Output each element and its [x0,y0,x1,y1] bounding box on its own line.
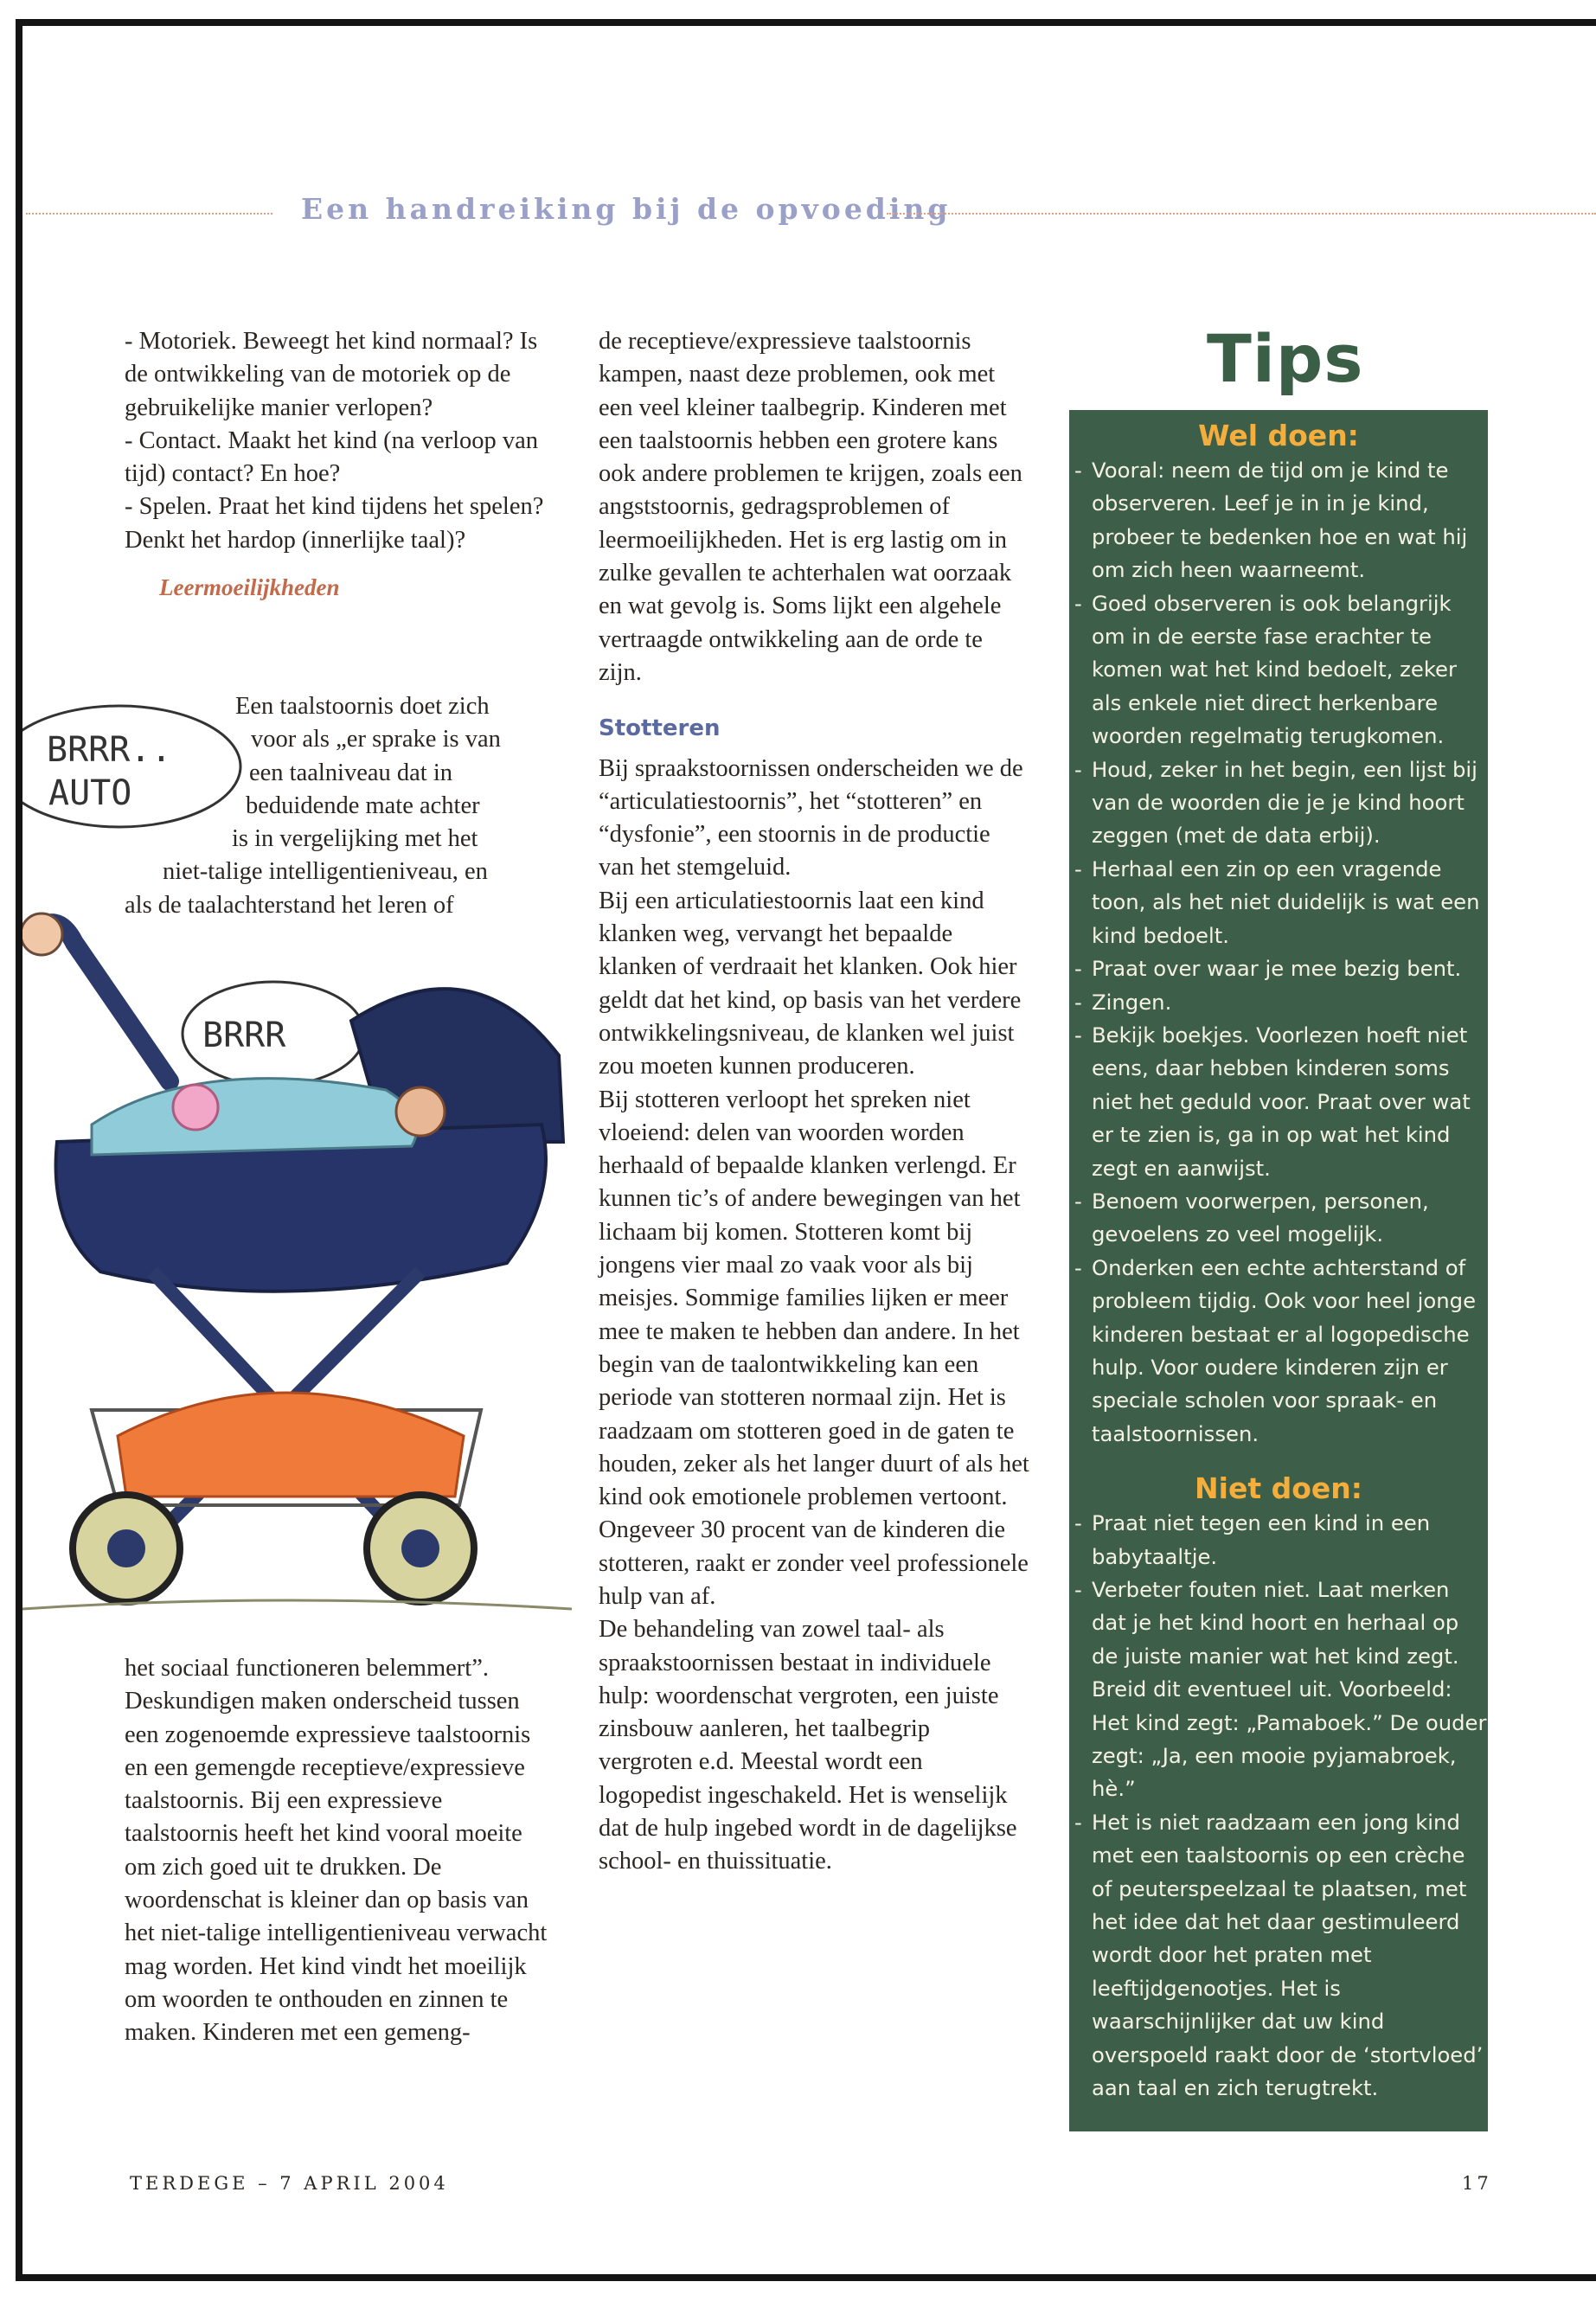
tips-dont-heading: Niet doen: [1195,1471,1362,1506]
speech-bubble-1-text-1: BRRR.. [47,730,172,770]
tips-title: Tips [1207,320,1364,397]
tips-dont-item: - Verbeter fouten niet. Laat merken dat je het kind hoort en herhaal op de juiste manier wat het kind zegt. Breid dit eventueel uit. Voorbeeld: Het kind zegt: „Pamaboek.” De ouder zegt: „Ja, een mooie pyjamabroek, hè.” [1069,1574,1488,1806]
tips-do-item: - Vooral: neem de tijd om je kind te observeren. Leef je in in je kind, probeer te bedenken hoe en wat hij om zich heen waarneemt. [1069,454,1488,587]
wrap-line: Een taalstoornis doet zich [235,693,490,720]
column-2-paragraph: Bij stotteren verloopt het spreken niet vloeiend: delen van woorden worden herhaald of bepaalde klanken verlengd. Er kunnen tic’s of andere bewegingen van het lichaam bij komen. Stotteren komt bij jongens vier maal zo vaak voor als bij meisjes. Sommige families lijken er meer mee te maken te hebben dan andere. In het begin van de taalontwikkeling kan een periode van stotteren normaal zijn. Het is raadzaam om stotteren goed in de gaten te houden, zeker als het langer duurt of als het kind ook emotionele problemen vertoont. Ongeveer 30 procent van de kinderen die stotteren, raakt er zonder veel professionele hulp van af. [599,1086,1029,1610]
wrap-line: beduidende mate achter [246,792,480,819]
pram-blanket [92,1079,417,1155]
wrap-line: een taalniveau dat in [249,759,453,786]
tips-dont-item: - Praat niet tegen een kind in een babytaaltje. [1069,1507,1488,1574]
column-2-paragraph: Bij een articulatiestoornis laat een kind klanken weg, vervangt het bepaalde klanken of verdraait het klanken. Ook hier geldt dat het kind, op basis van het verdere ontwikkelingsniveau, de klanken wel juist zou moeten kunnen produceren. [599,887,1022,1080]
header-rule-right [887,213,1596,215]
column-1-bottom-text: het sociaal functioneren belemmert”. Deskundigen maken onderscheid tussen een zogenoemde expressieve taalstoornis en een gemengde receptieve/expressieve taalstoornis. Bij een expressieve taalstoornis heeft het kind vooral moeite om zich goed uit te drukken. De woordenschat is kleiner dan op basis van het niet-talige intelligentieniveau verwacht mag worden. Het kind vindt het moeilijk om woorden te onthouden en zinnen te maken. Kinderen met een gemeng- [125,1655,548,2047]
footer-publication: TERDEGE – 7 APRIL 2004 [130,2173,449,2194]
section-heading-stotteren: Stotteren [599,715,721,742]
baby-head-icon [396,1087,445,1136]
tips-do-list [1069,454,1488,1451]
running-header: Een handreiking bij de opvoeding [301,192,952,226]
wrap-line: voor als „er sprake is van [251,726,501,753]
column-1-top [125,325,557,604]
tips-do-item: - Herhaal een zin op een vragende toon, als het niet duidelijk is wat een kind bedoelt. [1069,853,1488,952]
column-2 [599,325,1029,1879]
speech-bubble-2-text: BRRR [202,1016,286,1055]
tips-box [1069,410,1488,2131]
page-border-bottom [16,2274,1596,2281]
tips-do-item: - Goed observeren is ook belangrijk om in de eerste fase erachter te komen wat het kind bedoelt, zeker als enkele niet direct herkenbare woorden regelmatig terugkomen. [1069,587,1488,753]
column-2-paragraph: De behandeling van zowel taal- als spraakstoornissen bestaat in individuele hulp: woordenschat vergroten, een juiste zinsbouw aanleren, het taalbegrip vergroten e.d. Meestal wordt een logopedist ingeschakeld. Het is wenselijk dat de hulp ingebed wordt in de dagelijkse school- en thuissituatie. [599,1616,1017,1875]
tips-do-item: - Benoem voorwerpen, personen, gevoelens zo veel mogelijk. [1069,1185,1488,1252]
tips-do-item: - Praat over waar je mee bezig bent. [1069,952,1488,985]
page-border-top [16,19,1596,26]
tips-do-heading: Wel doen: [1198,419,1359,452]
column-1-bottom [125,1652,557,2050]
ground-line [22,1600,572,1609]
header-rule-left [26,213,272,215]
page-number: 17 [1462,2173,1492,2194]
tips-do-item: - Bekijk boekjes. Voorlezen hoeft niet eens, daar hebben kinderen soms niet het geduld voor. Praat over wat er te zien is, ga in op wat het kind zegt en aanwijst. [1069,1019,1488,1185]
tips-do-item: - Onderken een echte achterstand of probleem tijdig. Ook voor heel jonge kinderen bestaat er al logopedische hulp. Voor oudere kinderen zijn er speciale scholen voor spraak- en taalstoornissen. [1069,1252,1488,1451]
hand-icon [22,913,62,955]
page-border-left [16,19,22,2281]
column-2-paragraph: Bij spraakstoornissen onderscheiden we de “articulatiestoornis”, het “stotteren” en “dysfonie”, een stoornis in de productie van het stemgeluid. [599,754,1023,881]
wrap-line: niet-talige intelligentieniveau, en [163,858,488,886]
toy-rabbit-icon [173,1085,218,1130]
wrap-line: is in vergelijking met het [232,825,478,853]
tips-do-item: - Houd, zeker in het begin, een lijst bij van de woorden die je je kind hoort zeggen (met de data erbij). [1069,753,1488,853]
wheel-hub [107,1529,145,1567]
column-1-intro-text: - Motoriek. Beweegt het kind normaal? Is de ontwikkeling van de motoriek op de gebruikelijke manier verlopen? - Contact. Maakt het kind (na verloop van tijd) contact? En hoe? - Spelen. Praat het kind tijdens het spelen? Denkt het hardop (innerlijke taal)? [125,328,544,554]
tips-dont-item: - Het is niet raadzaam een jong kind met een taalstoornis op een crèche of peuterspeelzaal te plaatsen, met het idee dat het daar gestimuleerd wordt door het praten met leeftijdgenootjes. Het is waarschijnlijker dat uw kind overspoeld raakt door de ‘stortvloed’ aan taal en zich terugtrekt. [1069,1806,1488,2106]
speech-bubble-1-text-2: AUTO [48,773,132,813]
tips-do-item: - Zingen. [1069,986,1488,1019]
wheel-hub [401,1529,439,1567]
column-2-paragraph: de receptieve/expressieve taalstoornis kampen, naast deze problemen, ook met een veel kleiner taalbegrip. Kinderen met een taalstoornis hebben een grotere kans ook andere problemen te krijgen, zoals een angststoornis, gedragsproblemen of leermoeilijkheden. Het is erg lastig om in zulke gevallen te achterhalen wat oorzaak en wat gevolg is. Soms lijkt een algehele vertraagde ontwikkeling aan de orde te zijn. [599,328,1022,686]
section-heading-leermoeilijkheden: Leermoeilijkheden [159,574,340,601]
wrap-line: als de taalachterstand het leren of [125,891,454,919]
pram-illustration [22,675,572,1644]
tips-dont-list [1069,1507,1488,2105]
